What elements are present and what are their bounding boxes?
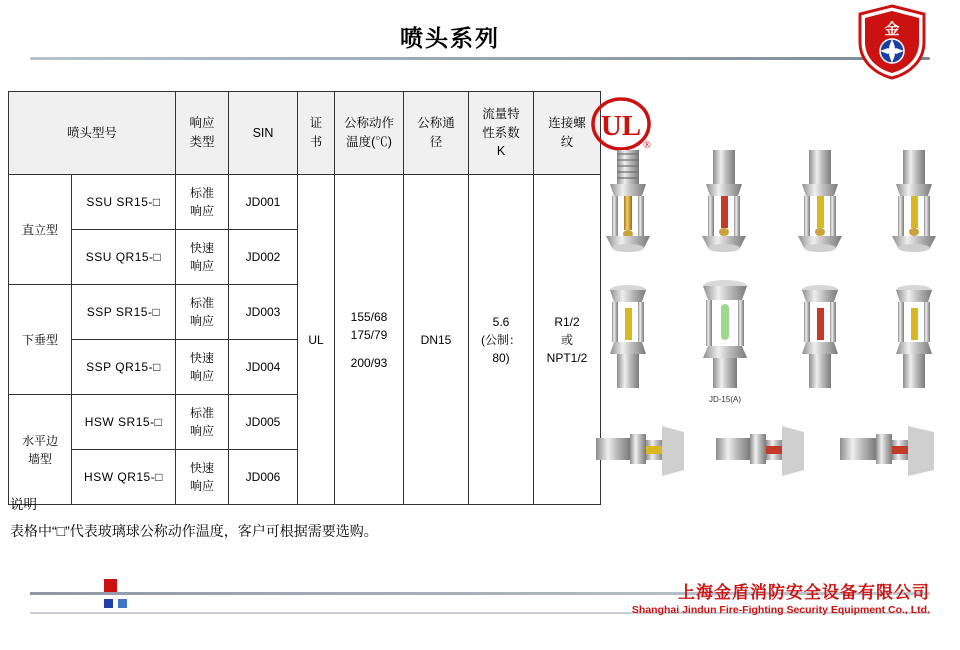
page-header xyxy=(0,0,960,78)
sprinkler-photo-pendent-glass-bulb xyxy=(682,274,768,406)
sprinkler-photo-label: JD-15(A) xyxy=(708,395,742,404)
product-photo-gallery xyxy=(578,88,956,488)
response-cell: 快速 响应 xyxy=(176,230,229,285)
notes-body: 表格中“□”代表玻璃球公称动作温度，客户可根据需要选购。 xyxy=(10,522,378,539)
sprinkler-photo-upright-4 xyxy=(878,148,950,278)
header-sin: SIN xyxy=(229,92,298,175)
response-cell: 标准 响应 xyxy=(176,175,229,230)
notes-title: 说明 xyxy=(10,497,37,512)
diameter-cell: DN15 xyxy=(404,175,469,505)
sprinkler-photo-upright-3 xyxy=(784,148,856,278)
company-name-cn: 上海金盾消防安全设备有限公司 xyxy=(678,583,930,602)
header-response-type: 响应 类型 xyxy=(176,92,229,175)
sprinkler-spec-table xyxy=(8,91,601,505)
company-name-en: Shanghai Jindun Fire-Fighting Security Equipment Co., Ltd. xyxy=(631,604,930,616)
footer-blue-square-icon-1 xyxy=(104,599,113,608)
table-body xyxy=(9,175,601,505)
notes-block xyxy=(10,492,378,544)
header-divider xyxy=(30,57,930,60)
model-cell: SSU QR15-□ xyxy=(72,230,176,285)
sin-cell: JD001 xyxy=(229,175,298,230)
sprinkler-photo-upright-2 xyxy=(688,148,760,278)
k-factor-cell: 5.6 (公制： 80) xyxy=(469,175,534,505)
response-cell: 快速 响应 xyxy=(176,340,229,395)
response-cell: 快速 响应 xyxy=(176,450,229,505)
table-head xyxy=(9,92,601,175)
group-type-pendent: 下垂型 xyxy=(9,285,72,395)
sin-cell: JD003 xyxy=(229,285,298,340)
sprinkler-photo-sidewall-1 xyxy=(592,416,692,490)
svg-text:UL: UL xyxy=(600,110,642,142)
sprinkler-photo-pendent-3 xyxy=(878,280,950,400)
sprinkler-photo-sidewall-3 xyxy=(834,416,944,490)
sprinkler-photo-sidewall-2 xyxy=(712,416,812,490)
header-model: 喷头型号 xyxy=(9,92,176,175)
sprinkler-photo-pendent-1 xyxy=(592,280,664,400)
sprinkler-photo-upright-1 xyxy=(592,148,664,278)
company-shield-logo xyxy=(856,4,928,80)
footer-red-square-icon xyxy=(104,579,117,592)
model-cell: SSP SR15-□ xyxy=(72,285,176,340)
certificate-cell: UL xyxy=(298,175,335,505)
table-row xyxy=(9,175,601,230)
header-nominal-temperature: 公称动作 温度(℃) xyxy=(335,92,404,175)
page-title: 喷头系列 xyxy=(400,25,500,51)
table-header-row xyxy=(9,92,601,175)
svg-text:金: 金 xyxy=(884,21,900,38)
sprinkler-photo-pendent-2 xyxy=(784,280,856,400)
model-cell: SSU SR15-□ xyxy=(72,175,176,230)
sin-cell: JD006 xyxy=(229,450,298,505)
header-nominal-diameter: 公称通 径 xyxy=(404,92,469,175)
model-cell: HSW QR15-□ xyxy=(72,450,176,505)
page-footer xyxy=(0,572,960,650)
response-cell: 标准 响应 xyxy=(176,395,229,450)
model-cell: SSP QR15-□ xyxy=(72,340,176,395)
sin-cell: JD005 xyxy=(229,395,298,450)
header-thread-connection: 连接螺 纹 xyxy=(534,92,601,175)
footer-blue-square-icon-2 xyxy=(118,599,127,608)
group-type-sidewall: 水平边 墙型 xyxy=(9,395,72,505)
svg-text:®: ® xyxy=(643,140,651,151)
response-cell: 标准 响应 xyxy=(176,285,229,340)
header-k-factor: 流量特 性系数 K xyxy=(469,92,534,175)
thread-cell: R1/2 或 NPT1/2 xyxy=(534,175,601,505)
model-cell: HSW SR15-□ xyxy=(72,395,176,450)
temperature-cell: 155/68 175/79 200/93 xyxy=(335,175,404,505)
header-certificate: 证 书 xyxy=(298,92,335,175)
group-type-upright: 直立型 xyxy=(9,175,72,285)
sin-cell: JD002 xyxy=(229,230,298,285)
sin-cell: JD004 xyxy=(229,340,298,395)
